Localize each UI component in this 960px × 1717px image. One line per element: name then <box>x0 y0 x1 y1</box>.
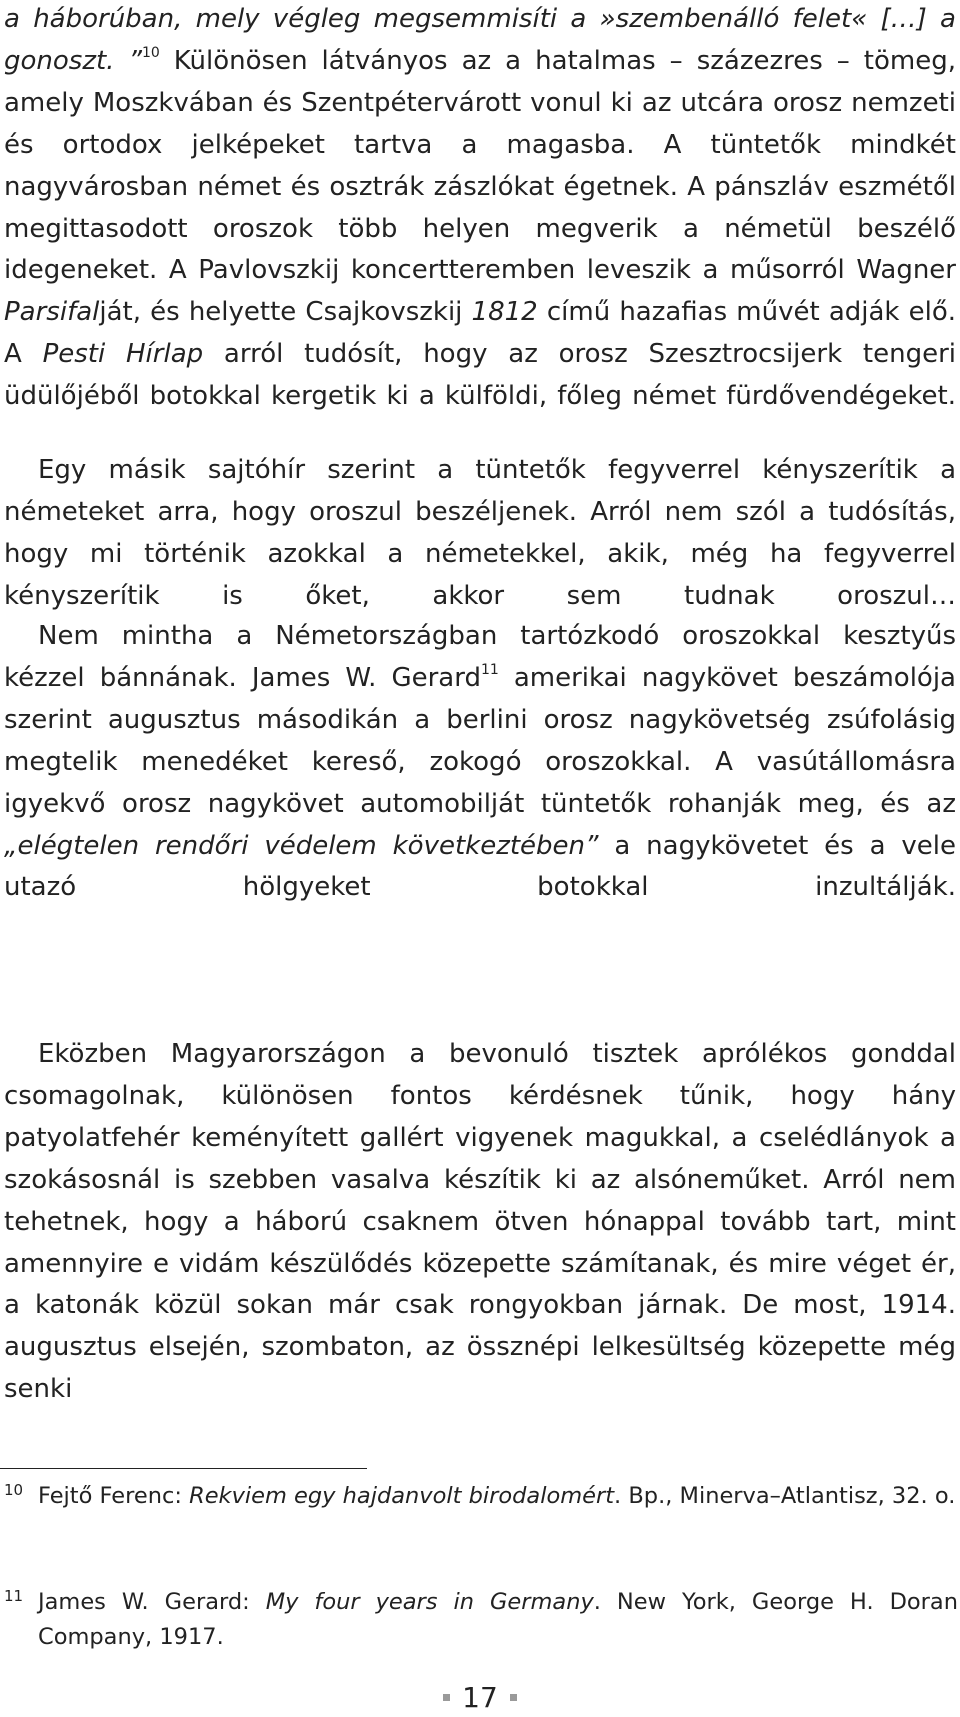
footnote-ref-10[interactable]: 10 <box>141 44 160 61</box>
italic-parsifal: Parsifal <box>4 297 100 328</box>
footnote-11-author: James W. Gerard: <box>38 1589 266 1615</box>
paragraph-1-text-4: arról tudósít, hogy az orosz Szesztrocsijerk tengeri üdülőjéből botokkal kergetik ki a külföldi, főleg német fürdővendégeket. <box>4 339 956 412</box>
quote-text: a háborúban, mely végleg megsemmisíti a »szembenálló felet« […] a gonoszt. ” <box>4 4 956 76</box>
paragraph-1 <box>4 0 956 418</box>
paragraph-1-text-2: ját, és helyette Csajkovszkij <box>99 297 472 328</box>
footnote-11 <box>38 1585 958 1655</box>
paragraph-3-text-3: a nagykövetet és a vele utazó hölgyeket botokkal inzultálják. <box>4 830 956 903</box>
paragraph-3 <box>4 616 956 909</box>
footnote-10-author: Fejtő Ferenc: <box>38 1483 190 1509</box>
footnote-ref-11[interactable]: 11 <box>480 661 499 678</box>
paragraph-1-text-1: Különösen látványos az a hatalmas – százezres – tömeg, amely Moszkvában és Szentpétervárott vonul ki az utcára orosz nemzeti és ortodox jelképeket tartva a magasba. A tüntetők mindkét nagyvárosban német és osztrák zászlókat égetnek. A pánszláv eszmétől megittasodott oroszok több helyen megverik a németül beszélő idegeneket. A Pavlovszkij koncertteremben leveszik a műsorról Wagner <box>4 45 956 286</box>
paragraph-2: Egy másik sajtóhír szerint a tüntetők fegyverrel kényszerítik a németeket arra, hogy oroszul beszéljenek. Arról nem szól a tudósítás, hogy mi történik azokkal a németekkel, akik, még ha fegyverrel kényszerítik is őket, akkor sem tudnak oroszul… <box>4 455 956 611</box>
paragraph-3-text-1: Nem mintha a Németországban tartózkodó oroszokkal kesztyűs kézzel bánnának. James W. Gerard <box>4 621 956 693</box>
italic-quote: „elégtelen rendőri védelem következtében” <box>4 830 599 861</box>
page-number: 17 <box>462 1681 498 1714</box>
footnote-10-details: . Bp., Minerva–Atlantisz, 32. o. <box>614 1483 956 1509</box>
footnote-divider <box>0 1468 367 1469</box>
page-number-footer <box>0 1681 960 1714</box>
square-bullet-icon <box>510 1694 517 1701</box>
paragraph-3-text-2: amerikai nagykövet beszámolója szerint augusztus másodikán a berlini orosz nagykövetség zsúfolásig megtelik menedéket kereső, zokogó oroszokkal. A vasútállomásra igyekvő orosz nagykövet automobilját tüntetők rohanják meg, és az <box>4 662 956 819</box>
footnote-number-10: 10 <box>4 1481 24 1499</box>
paragraph-4: Eközben Magyarországon a bevonuló tisztek aprólékos gonddal csomagolnak, különösen fontos kérdésnek tűnik, hogy hány patyolatfehér keményített gallért vigyenek magukkal, a cselédlányok a szokásosnál is szebben vasalva készítik ki az alsóneműket. Arról nem tehetnek, hogy a háború csaknem ötven hónappal tovább tart, mint amennyire e vidám készülődés közepette számítanak, és mire véget ér, a katonák közül sokan már csak rongyokban járnak. De most, 1914. augusztus elsején, szombaton, az össznépi lelkesültség közepette még senki <box>4 1039 956 1405</box>
footnote-11-title: My four years in Germany <box>265 1589 594 1615</box>
footnote-number-11: 11 <box>4 1587 24 1605</box>
square-bullet-icon <box>443 1694 450 1701</box>
footnote-10-title: Rekviem egy hajdanvolt birodalomért <box>189 1483 615 1509</box>
italic-1812: 1812 <box>471 297 538 328</box>
paragraph-1-text-3: című hazafias művét adják elő. A <box>4 297 956 370</box>
footnote-10 <box>38 1479 958 1514</box>
italic-pesti-hirlap: Pesti Hírlap <box>42 339 204 370</box>
footnote-11-details: . New York, George H. Doran Company, 1917. <box>38 1589 958 1650</box>
